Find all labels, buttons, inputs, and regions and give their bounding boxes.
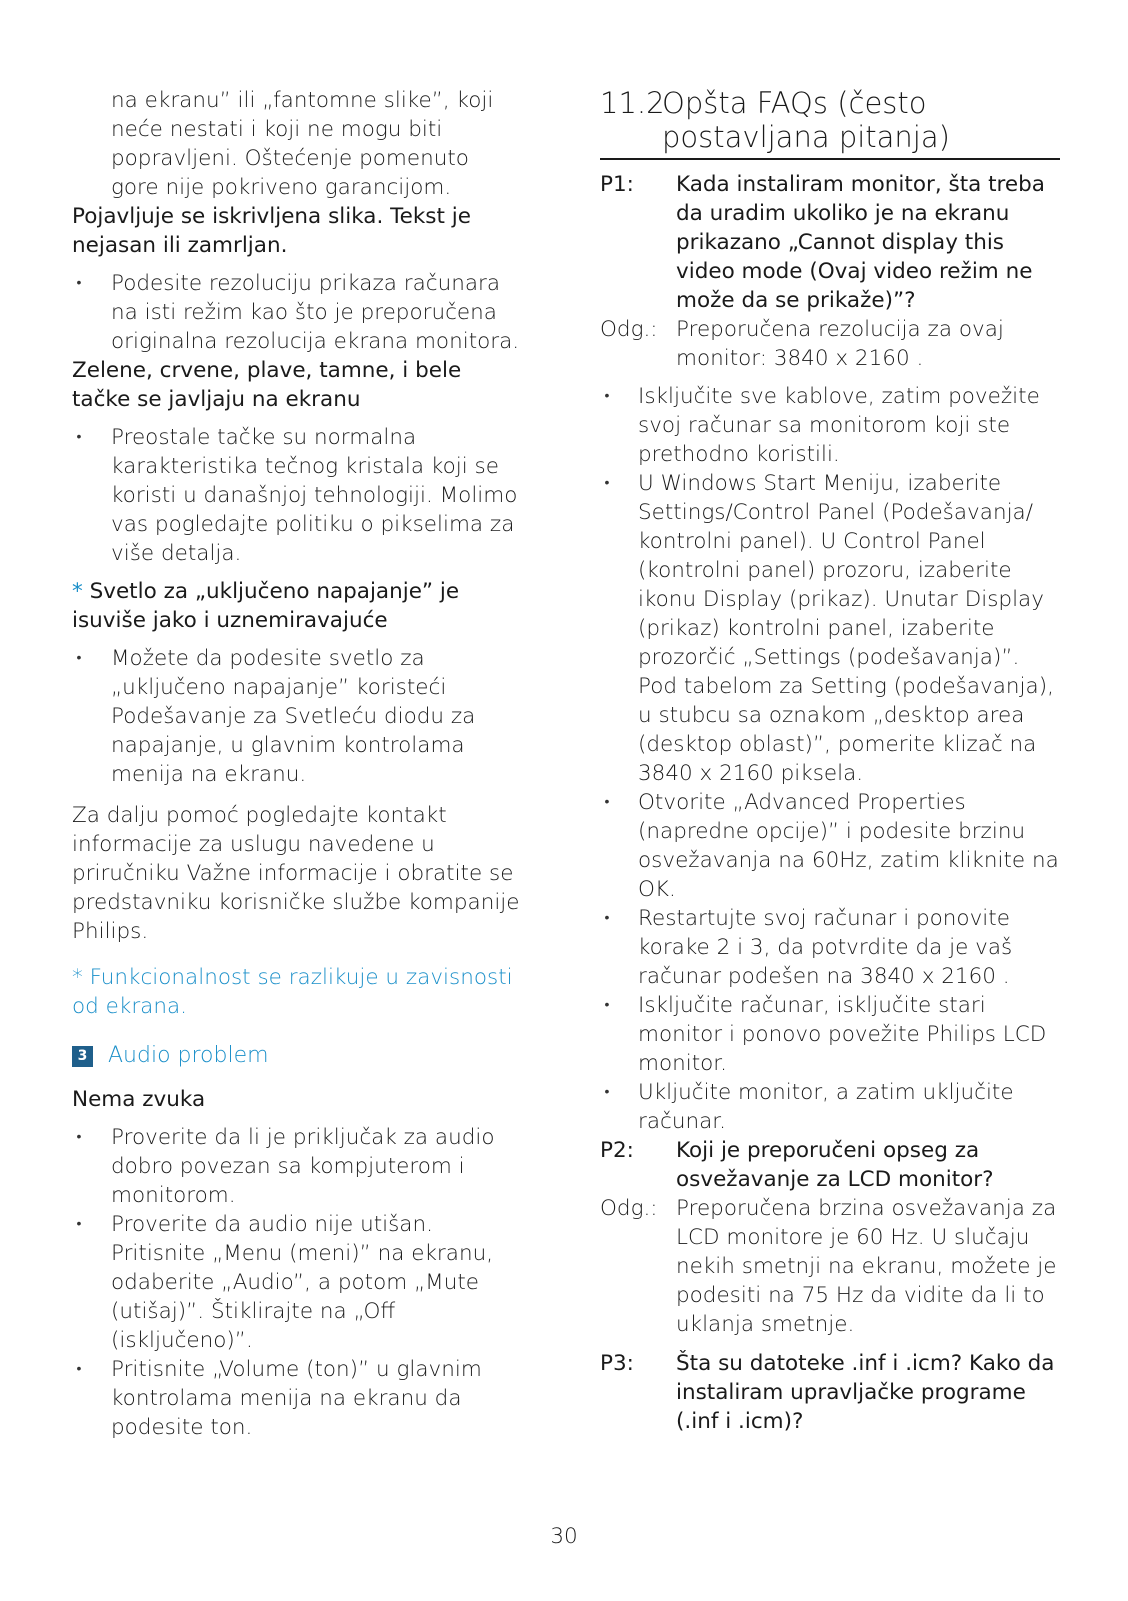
- functionality-note: * Funkcionalnost se razlikuje u zavisnosti od ekrana.: [72, 965, 513, 1019]
- section-number-badge: 3: [72, 1046, 93, 1067]
- answer-bullet: [600, 1078, 1060, 1136]
- question-3: [600, 1349, 1060, 1436]
- answer-bullet: [600, 469, 1060, 788]
- question-text: Koji je preporučeni opseg za osvežavanje za LCD monitor?: [676, 1138, 994, 1192]
- bullet-text: Proverite da li je priključak za audio dobro povezan sa kompjuterom i monitorom.: [111, 1125, 495, 1208]
- heading-power-light: [72, 577, 522, 635]
- question-label: P1:: [600, 172, 634, 197]
- question-text: Kada instaliram monitor, šta treba da uradim ukoliko je na ekranu prikazano „Cannot display this video mode (Ovaj video režim ne može da se prikaže)”?: [676, 172, 1045, 313]
- bullet-text: Isključite sve kablove, zatim povežite svoj računar sa monitorom koji ste prethodno koristili.: [638, 384, 1040, 467]
- bullet-text: Otvorite „Advanced Properties (napredne opcije)” i podesite brzinu osvežavanja na 60Hz, zatim kliknite na OK.: [638, 790, 1059, 902]
- bullet-icon: •: [76, 429, 82, 445]
- bullet-icon: •: [604, 388, 610, 404]
- bullet-item: [72, 423, 522, 568]
- bullet-item: [72, 1355, 522, 1442]
- question-text: Šta su datoteke .inf i .icm? Kako da instaliram upravljačke programe (.inf i .icm)?: [676, 1351, 1055, 1434]
- help-paragraph: Za dalju pomoć pogledajte kontakt informacije za uslugu navedene u priručniku Važne informacije i obratite se predstavniku korisničke službe kompanije Philips.: [72, 803, 520, 944]
- bullet-icon: •: [604, 1084, 610, 1100]
- bullet-icon: •: [604, 475, 610, 491]
- heading-power-light-text: Svetlo za „uključeno napajanje” je isuviše jako i uznemiravajuće: [72, 579, 460, 633]
- bullet-icon: •: [76, 1361, 82, 1377]
- heading-distorted-image: Pojavljuje se iskrivljena slika. Tekst je nejasan ili zamrljan.: [72, 204, 471, 258]
- bullet-icon: •: [76, 275, 82, 291]
- bullet-text: Pritisnite „Volume (ton)” u glavnim kontrolama menija na ekranu da podesite ton.: [111, 1357, 482, 1440]
- answer-label: Odg.:: [600, 1196, 658, 1221]
- heading-colored-dots: Zelene, crvene, plave, tamne, i bele tačke se javljaju na ekranu: [72, 358, 462, 412]
- no-sound-heading: Nema zvuka: [72, 1087, 206, 1112]
- bullet-item: [72, 1123, 522, 1210]
- bullet-text: Restartujte svoj računar i ponovite korake 2 i 3, da potvrdite da je vaš računar podešen na 3840 x 2160 .: [638, 906, 1013, 989]
- bullet-text: U Windows Start Meniju, izaberite Settings/Control Panel (Podešavanja/ kontrolni panel). U Control Panel (kontrolni panel) prozoru, izaberite ikonu Display (prikaz). Unutar Display (prikaz) kontrolni panel, izaberite prozorčić „Settings (podešavanja)”. Pod tabelom za Setting (podešavanja), u stubcu sa oznakom „desktop area (desktop oblast)”, pomerite klizač na 3840 x 2160 piksela.: [638, 471, 1054, 786]
- bullet-text: Isključite računar, isključite stari monitor i ponovo povežite Philips LCD monitor.: [638, 993, 1047, 1076]
- bullet-icon: •: [604, 910, 610, 926]
- answer-2: [600, 1194, 1060, 1339]
- continued-paragraph: na ekranu” ili „fantomne slike”, koji neće nestati i koji ne mogu biti popravljeni. Oštećenje pomenuto gore nije pokriveno garancijom.: [111, 88, 494, 200]
- bullet-item: [72, 644, 522, 789]
- question-2: [600, 1136, 1060, 1194]
- bullet-icon: •: [604, 794, 610, 810]
- answer-1: [600, 315, 1060, 373]
- question-label: P2:: [600, 1138, 634, 1163]
- answer-text: Preporučena rezolucija za ovaj monitor: 3840 x 2160 .: [676, 317, 1004, 371]
- answer-bullet: [600, 991, 1060, 1078]
- answer-bullet: [600, 382, 1060, 469]
- question-1: [600, 170, 1060, 315]
- bullet-icon: •: [76, 1129, 82, 1145]
- question-label: P3:: [600, 1351, 634, 1376]
- bullet-text: Proverite da audio nije utišan. Pritisnite „Menu (meni)” na ekranu, odaberite „Audio”, a potom „Mute (utišaj)”. Štiklirajte na „Off (isključeno)”.: [111, 1212, 494, 1353]
- bullet-icon: •: [76, 650, 82, 666]
- right-column: [600, 86, 1060, 1436]
- bullet-text: Preostale tačke su normalna karakteristika tečnog kristala koji se koristi u današnjoj tehnologiji. Molimo vas pogledajte politiku o pikselima za više detalja.: [111, 425, 518, 566]
- page-number: 30: [550, 1524, 578, 1549]
- section-title: [600, 86, 1060, 154]
- bullet-text: Podesite rezoluciju prikaza računara na isti režim kao što je preporučena originalna rezolucija ekrana monitora.: [111, 271, 520, 354]
- answer-text: Preporučena brzina osvežavanja za LCD monitore je 60 Hz. U slučaju nekih smetnji na ekranu, možete je podesiti na 75 Hz da vidite da li to uklanja smetnje.: [676, 1196, 1057, 1337]
- section-divider: [600, 158, 1060, 160]
- left-column: [72, 86, 522, 1442]
- bullet-text: Možete da podesite svetlo za „uključeno napajanje” koristeći Podešavanje za Svetleću diodu za napajanje, u glavnim kontrolama menija na ekranu.: [111, 646, 476, 787]
- bullet-item: [72, 1210, 522, 1355]
- bullet-item: [72, 269, 522, 356]
- bullet-text: Uključite monitor, a zatim uključite računar.: [638, 1080, 1014, 1134]
- audio-problem-title: Audio problem: [108, 1043, 269, 1068]
- asterisk-mark: *: [72, 579, 83, 604]
- answer-label: Odg.:: [600, 317, 658, 342]
- bullet-icon: •: [604, 997, 610, 1013]
- section-title-text: Opšta FAQs (često postavljana pitanja): [662, 86, 950, 154]
- audio-problem-heading: [72, 1041, 522, 1071]
- answer-bullet: [600, 904, 1060, 991]
- bullet-icon: •: [76, 1216, 82, 1232]
- section-number: 11.2: [600, 86, 665, 120]
- answer-bullet: [600, 788, 1060, 904]
